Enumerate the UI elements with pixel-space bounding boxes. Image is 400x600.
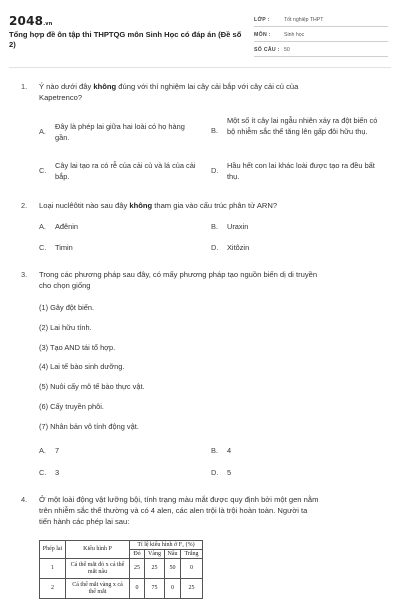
table-row	[40, 559, 203, 579]
option-text: Xitôzin	[227, 243, 250, 252]
option-letter: B.	[211, 222, 218, 231]
option-letter: D.	[211, 166, 219, 175]
question-3-item: (7) Nhân bản vô tính động vật.	[39, 422, 139, 431]
option-text: 3	[55, 468, 60, 477]
option-text: Một số ít cây lai ngẫu nhiên xảy ra đột biến có bộ nhiễm sắc thể tăng lên gấp đôi hữu thụ.	[227, 116, 378, 136]
option-text: Cây lai tạo ra có rễ của cải củ và lá của cải bắp.	[55, 161, 196, 181]
question-3-item: (4) Lai tế bào sinh dưỡng.	[39, 362, 125, 371]
meta-count-label: SỐ CÂU :	[254, 47, 280, 53]
table-header-phenotype: Kiểu hình P	[66, 541, 130, 559]
table-cell: 25	[145, 559, 165, 579]
option-text: 5	[227, 468, 232, 477]
meta-count-value: 50	[284, 47, 290, 53]
option-letter: B.	[211, 126, 218, 135]
table-cell: 1	[40, 559, 66, 579]
question-3-number: 3.	[21, 270, 28, 279]
logo-text: 2048	[9, 14, 44, 28]
option-letter: C.	[39, 243, 47, 252]
table-cell: 25	[181, 579, 203, 599]
option-text: Uraxin	[227, 222, 249, 231]
question-3-item: (6) Cấy truyền phôi.	[39, 402, 104, 411]
table-cell: 75	[145, 579, 165, 599]
option-text: 4	[227, 446, 232, 455]
table-header-color: Trắng	[181, 550, 203, 559]
option-text: Hầu hết con lai khác loài được tạo ra đều bất thụ.	[227, 161, 375, 181]
option-text: Timin	[55, 243, 73, 252]
option-letter: C.	[39, 166, 47, 175]
meta-subject-value: Sinh học	[284, 32, 305, 38]
question-2-text: Loại nuclêôtit nào sau đây không tham gia vào cấu trúc phân tử ARN?	[39, 201, 278, 210]
meta-subject-label: MÔN :	[254, 32, 271, 38]
table-cell: 50	[165, 559, 181, 579]
question-3-item: (3) Tạo AND tái tổ hợp.	[39, 343, 116, 352]
option-letter: A.	[39, 222, 46, 231]
meta-class-label: LỚP :	[254, 17, 270, 23]
table-cell: 0	[130, 579, 145, 599]
question-1-text: Ý nào dưới đây không đúng với thí nghiệm lai cây cải bắp với cây cải củ của Kapetrenco?	[39, 82, 299, 102]
option-letter: D.	[211, 243, 219, 252]
table-header-color: Vàng	[145, 550, 165, 559]
table-cell: 25	[130, 559, 145, 579]
question-3-item: (5) Nuôi cấy mô tế bào thực vật.	[39, 382, 145, 391]
table-header-cross: Phép lai	[40, 541, 66, 559]
emphasis-not: không	[129, 201, 153, 210]
table-header-color: Đỏ	[130, 550, 145, 559]
table-header-color: Nâu	[165, 550, 181, 559]
question-3-item: (2) Lai hữu tính.	[39, 323, 92, 332]
table-cell: Cá thể mắt đỏ x cá thể mắt nâu	[66, 559, 130, 579]
meta-class-value: Tốt nghiệp THPT	[284, 17, 324, 23]
option-letter: D.	[211, 468, 219, 477]
question-4-text: Ở một loài động vật lưỡng bội, tính trạng màu mắt được quy định bởi một gen nằm trên nhiễm sắc thể thường và có 4 alen, các alen trội là trội hoàn toàn. Người ta tiến hành các phép lai sau:	[39, 495, 319, 526]
table-row	[40, 579, 203, 599]
question-3-text: Trong các phương pháp sau đây, có mấy phương pháp tạo nguồn biến dị di truyền cho chọn giống	[39, 270, 318, 290]
table-cell: 0	[165, 579, 181, 599]
question-3-item: (1) Gây đột biến.	[39, 303, 95, 312]
question-4-number: 4.	[21, 495, 28, 504]
table-header-ratio: Tỉ lệ kiểu hình ở F₁ (%)	[130, 541, 203, 550]
option-letter: C.	[39, 468, 47, 477]
cross-results-table	[39, 540, 203, 599]
logo-suffix: .vn	[43, 21, 53, 27]
question-2-number: 2.	[21, 201, 28, 210]
question-1-number: 1.	[21, 82, 28, 91]
option-text: 7	[55, 446, 60, 455]
emphasis-not: không	[93, 82, 117, 91]
option-letter: B.	[211, 446, 218, 455]
option-text: Ađênin	[55, 222, 79, 231]
table-header-row	[40, 541, 203, 550]
table-cell: 0	[181, 559, 203, 579]
document-title: Tổng hợp đề ôn tập thi THPTQG môn Sinh Học có đáp án (Đề số 2)	[9, 30, 242, 49]
table-cell: 2	[40, 579, 66, 599]
option-letter: A.	[39, 127, 46, 136]
option-letter: A.	[39, 446, 46, 455]
table-cell: Cá thể mắt vàng x cá thể mắt	[66, 579, 130, 599]
option-text: Đây là phép lai giữa hai loài có họ hàng gần.	[55, 122, 185, 142]
